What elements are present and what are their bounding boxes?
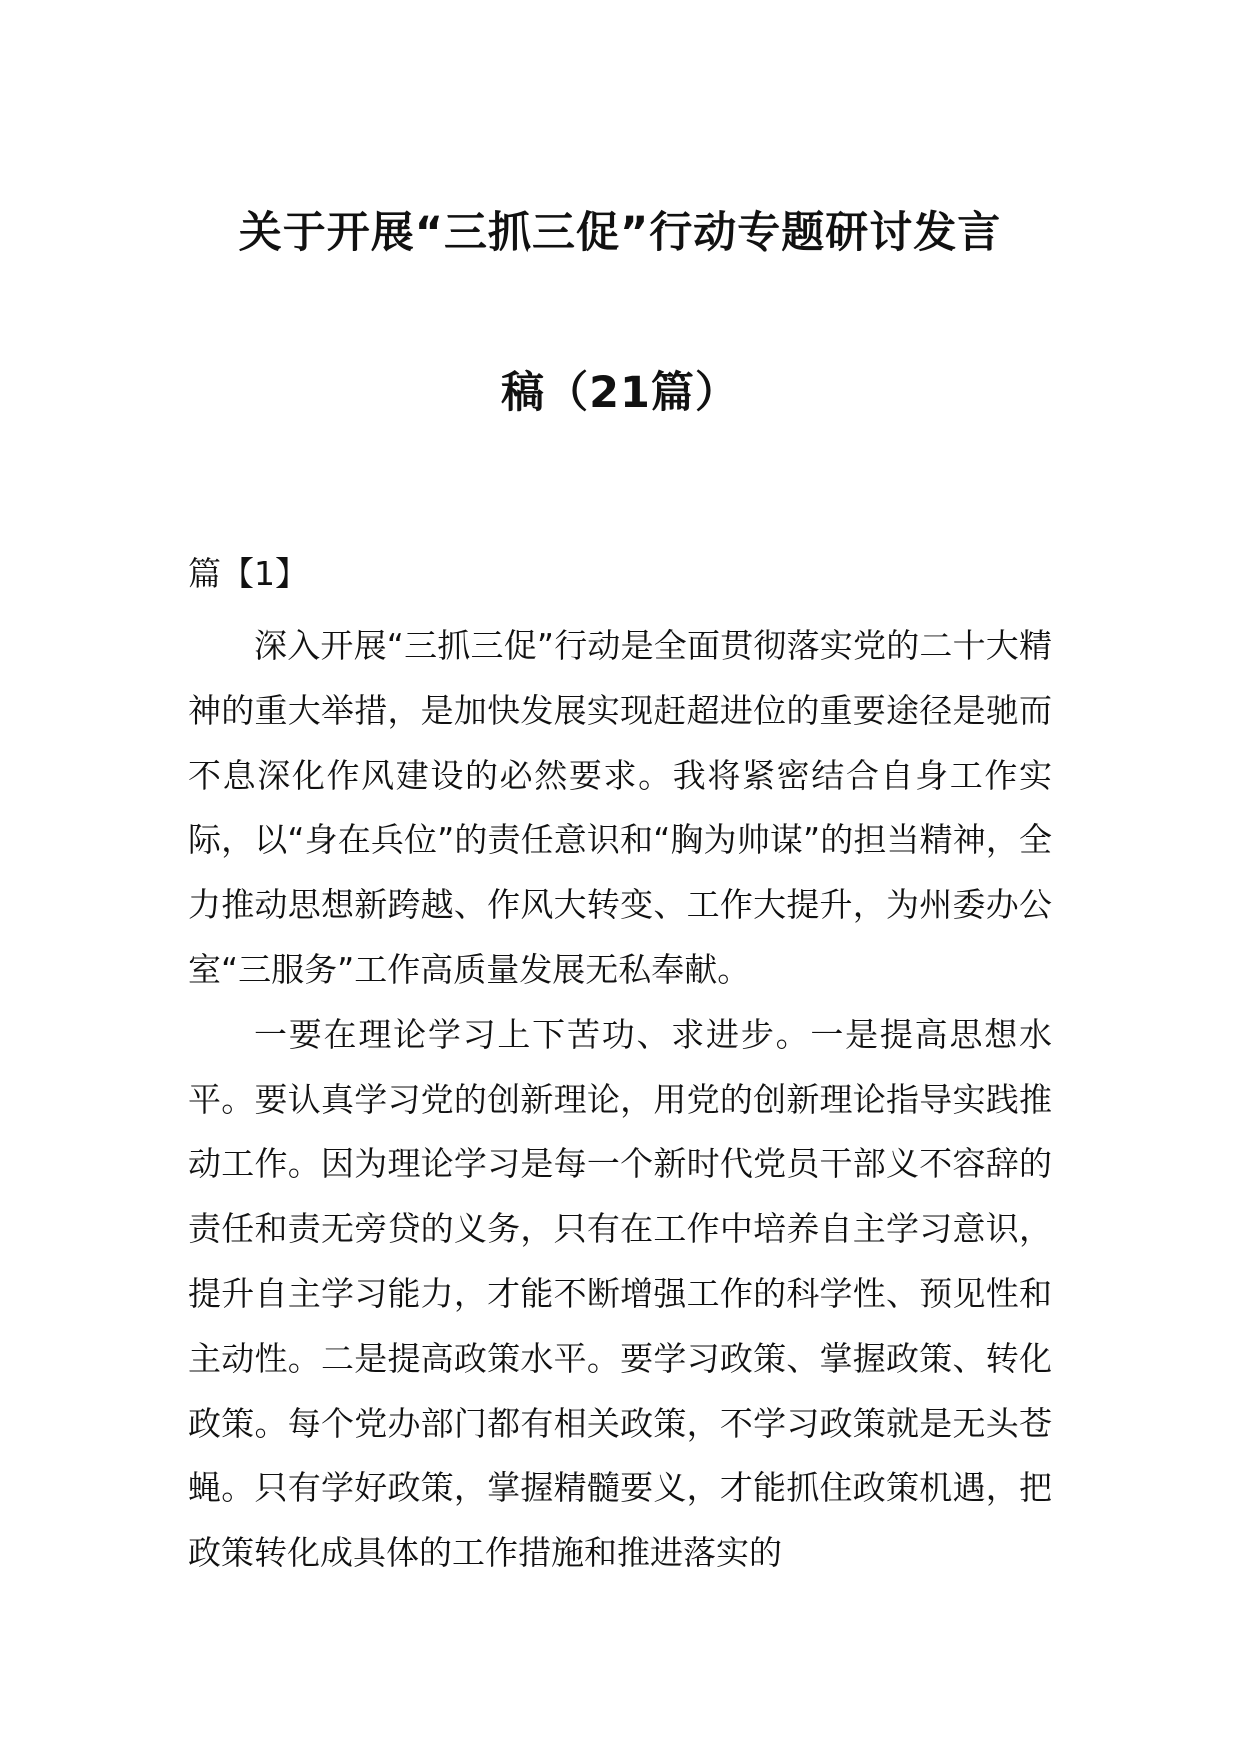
body-paragraph-1: 深入开展“三抓三促”行动是全面贯彻落实党的二十大精神的重大举措，是加快发展实现赶超进位的重要途径是驰而不息深化作风建设的必然要求。我将紧密结合自身工作实际，以“身在兵位”的责任意识和“胸为帅谋”的担当精神，全力推动思想新跨越、作风大转变、工作大提升，为州委办公室“三服务”工作高质量发展无私奉献。 bbox=[188, 626, 1052, 989]
document-title-line-2: 稿（21篇） bbox=[501, 368, 739, 418]
document-body bbox=[188, 614, 1052, 1586]
body-paragraph-2: 一要在理论学习上下苦功、求进步。一是提高思想水平。要认真学习党的创新理论，用党的创新理论指导实践推动工作。因为理论学习是每一个新时代党员干部义不容辞的责任和责无旁贷的义务，只有在工作中培养自主学习意识，提升自主学习能力，才能不断增强工作的科学性、预见性和主动性。二是提高政策水平。要学习政策、掌握政策、转化政策。每个党办部门都有相关政策，不学习政策就是无头苍蝇。只有学好政策，掌握精髓要义，才能抓住政策机遇，把政策转化成具体的工作措施和推进落实的 bbox=[188, 1014, 1052, 1573]
document-title-line-1: 关于开展“三抓三促”行动专题研讨发言 bbox=[238, 208, 1002, 258]
section-label: 篇【1】 bbox=[188, 554, 308, 593]
